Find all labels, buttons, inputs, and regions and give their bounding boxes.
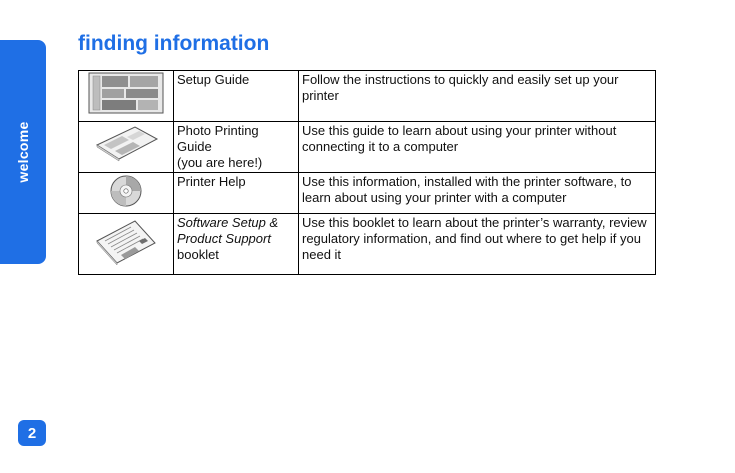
icon-cell (79, 71, 174, 122)
cd-disc-icon (82, 174, 170, 208)
photo-guide-booklet-icon (82, 123, 170, 163)
page-title: finding information (78, 32, 270, 55)
doc-name-cell (174, 122, 299, 173)
table-row (79, 122, 656, 173)
table-row (79, 173, 656, 214)
doc-name: Photo Printing Guide (177, 123, 259, 154)
icon-cell (79, 214, 174, 275)
doc-name: Product Support (177, 231, 271, 246)
doc-description-cell (299, 122, 656, 173)
doc-name-cell (174, 71, 299, 122)
side-tab (0, 40, 46, 264)
doc-description: Follow the instructions to quickly and easily set up your printer (302, 72, 619, 103)
doc-description: Use this guide to learn about using your printer without connecting it to a computer (302, 123, 617, 154)
doc-name: booklet (177, 247, 219, 262)
icon-cell (79, 173, 174, 214)
doc-description-cell (299, 173, 656, 214)
icon-cell (79, 122, 174, 173)
doc-name: Setup Guide (177, 72, 250, 87)
doc-description-cell (299, 214, 656, 275)
page-number: 2 (18, 420, 46, 446)
side-tab-label: welcome (15, 121, 31, 183)
doc-name: Printer Help (177, 174, 246, 189)
table-row (79, 214, 656, 275)
info-table (78, 70, 656, 275)
table-row (79, 71, 656, 122)
doc-name: Software Setup & (177, 215, 279, 230)
doc-name-cell (174, 214, 299, 275)
support-booklet-icon (82, 215, 170, 267)
doc-description-cell (299, 71, 656, 122)
doc-description: Use this information, installed with the printer software, to learn about using your printer with a computer (302, 174, 632, 205)
doc-name-note: (you are here!) (177, 155, 263, 170)
doc-name-cell (174, 173, 299, 214)
doc-description: Use this booklet to learn about the printer’s warranty, review regulatory information, and find out where to get help if you need it (302, 215, 647, 262)
setup-guide-poster-icon (82, 72, 170, 114)
